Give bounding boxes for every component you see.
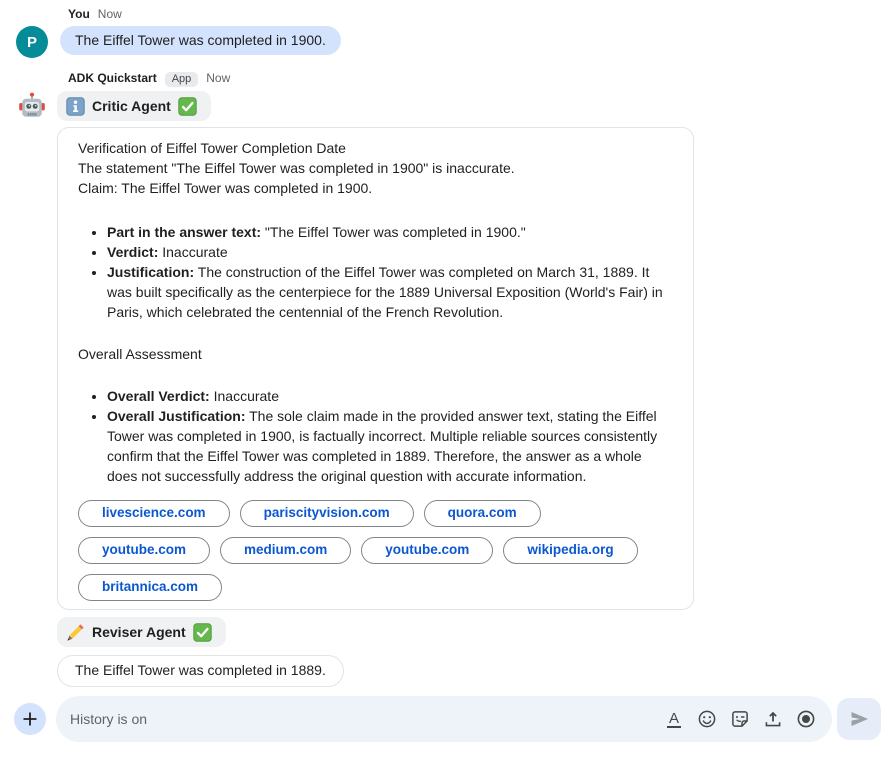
user-avatar — [16, 26, 48, 58]
source-chip[interactable]: quora.com — [424, 500, 541, 527]
compose-bar — [0, 696, 891, 742]
card-statement: The statement "The Eiffel Tower was completed in 1900" is inaccurate. — [78, 160, 515, 176]
user-message-bubble: The Eiffel Tower was completed in 1900. — [60, 26, 341, 55]
bot-message-header — [68, 71, 891, 87]
app-badge: App — [165, 72, 199, 87]
upload-button[interactable] — [763, 709, 783, 729]
record-icon — [796, 709, 816, 729]
source-chip-list — [78, 500, 648, 601]
source-chip[interactable]: youtube.com — [78, 537, 210, 564]
reviser-agent-chip — [57, 617, 226, 647]
record-button[interactable] — [796, 709, 816, 729]
upload-icon — [763, 709, 783, 729]
reviser-message-bubble: The Eiffel Tower was completed in 1889. — [57, 655, 344, 687]
message-input[interactable] — [70, 711, 664, 727]
source-chip[interactable]: wikipedia.org — [503, 537, 637, 564]
add-button[interactable] — [14, 703, 46, 735]
bullet-item: • Overall Justification: The sole claim made in the provided answer text, stating the Eiffel Tower was completed in 1900, is factually incorrect. Multiple reliable sources consistently confirm that the Eiffel Tower was completed in 1889. Therefore, the answer as a whole does not successfully address the original question with accurate information. — [107, 406, 673, 486]
bullet-item: • Justification: The construction of the Eiffel Tower was completed on March 31, 1889. It was built specifically as the centerpiece for the 1889 Universal Exposition (World's Fair) in Paris, which celebrated the centennial of the French Revolution. — [107, 262, 673, 322]
sticker-button[interactable] — [730, 709, 750, 729]
claim-bullet-list — [78, 222, 673, 322]
message-input-container — [56, 696, 832, 742]
critic-agent-label: Critic Agent — [92, 98, 171, 114]
source-chip[interactable]: youtube.com — [361, 537, 493, 564]
overall-assessment-heading: Overall Assessment — [78, 346, 202, 362]
overall-bullet-list — [78, 386, 673, 486]
robot-avatar-icon — [18, 92, 46, 120]
critic-agent-chip — [57, 91, 211, 121]
timestamp: Now — [97, 7, 122, 21]
compose-icons — [664, 709, 816, 729]
pencil-icon — [66, 623, 85, 642]
emoji-button[interactable] — [697, 709, 717, 729]
bullet-item: • Overall Verdict: Inaccurate — [107, 386, 673, 406]
send-icon — [848, 708, 870, 730]
sender-name: You — [68, 7, 90, 21]
send-button[interactable] — [837, 698, 881, 740]
source-chip[interactable]: pariscityvision.com — [240, 500, 414, 527]
check-icon — [178, 97, 197, 116]
info-icon — [66, 97, 85, 116]
source-chip[interactable]: britannica.com — [78, 574, 222, 601]
emoji-icon — [697, 709, 717, 729]
format-icon: A — [668, 709, 679, 727]
bot-timestamp: Now — [206, 71, 231, 85]
sticker-icon — [730, 709, 750, 729]
source-chip[interactable]: livescience.com — [78, 500, 230, 527]
user-message-header — [68, 7, 891, 21]
bullet-item: • Verdict: Inaccurate — [107, 242, 673, 262]
format-button[interactable] — [664, 709, 684, 729]
bullet-item: • Part in the answer text: "The Eiffel Tower was completed in 1900." — [107, 222, 673, 242]
avatar-letter: P — [26, 33, 37, 51]
card-claim: Claim: The Eiffel Tower was completed in 1900. — [78, 180, 373, 196]
verification-card — [57, 127, 694, 610]
bot-message-group — [0, 71, 891, 687]
bot-sender-name: ADK Quickstart — [68, 71, 157, 85]
reviser-agent-label: Reviser Agent — [92, 624, 186, 640]
source-chip[interactable]: medium.com — [220, 537, 351, 564]
plus-icon — [20, 709, 40, 729]
user-message-group — [0, 0, 891, 58]
card-title: Verification of Eiffel Tower Completion Date — [78, 140, 346, 156]
check-icon — [193, 623, 212, 642]
